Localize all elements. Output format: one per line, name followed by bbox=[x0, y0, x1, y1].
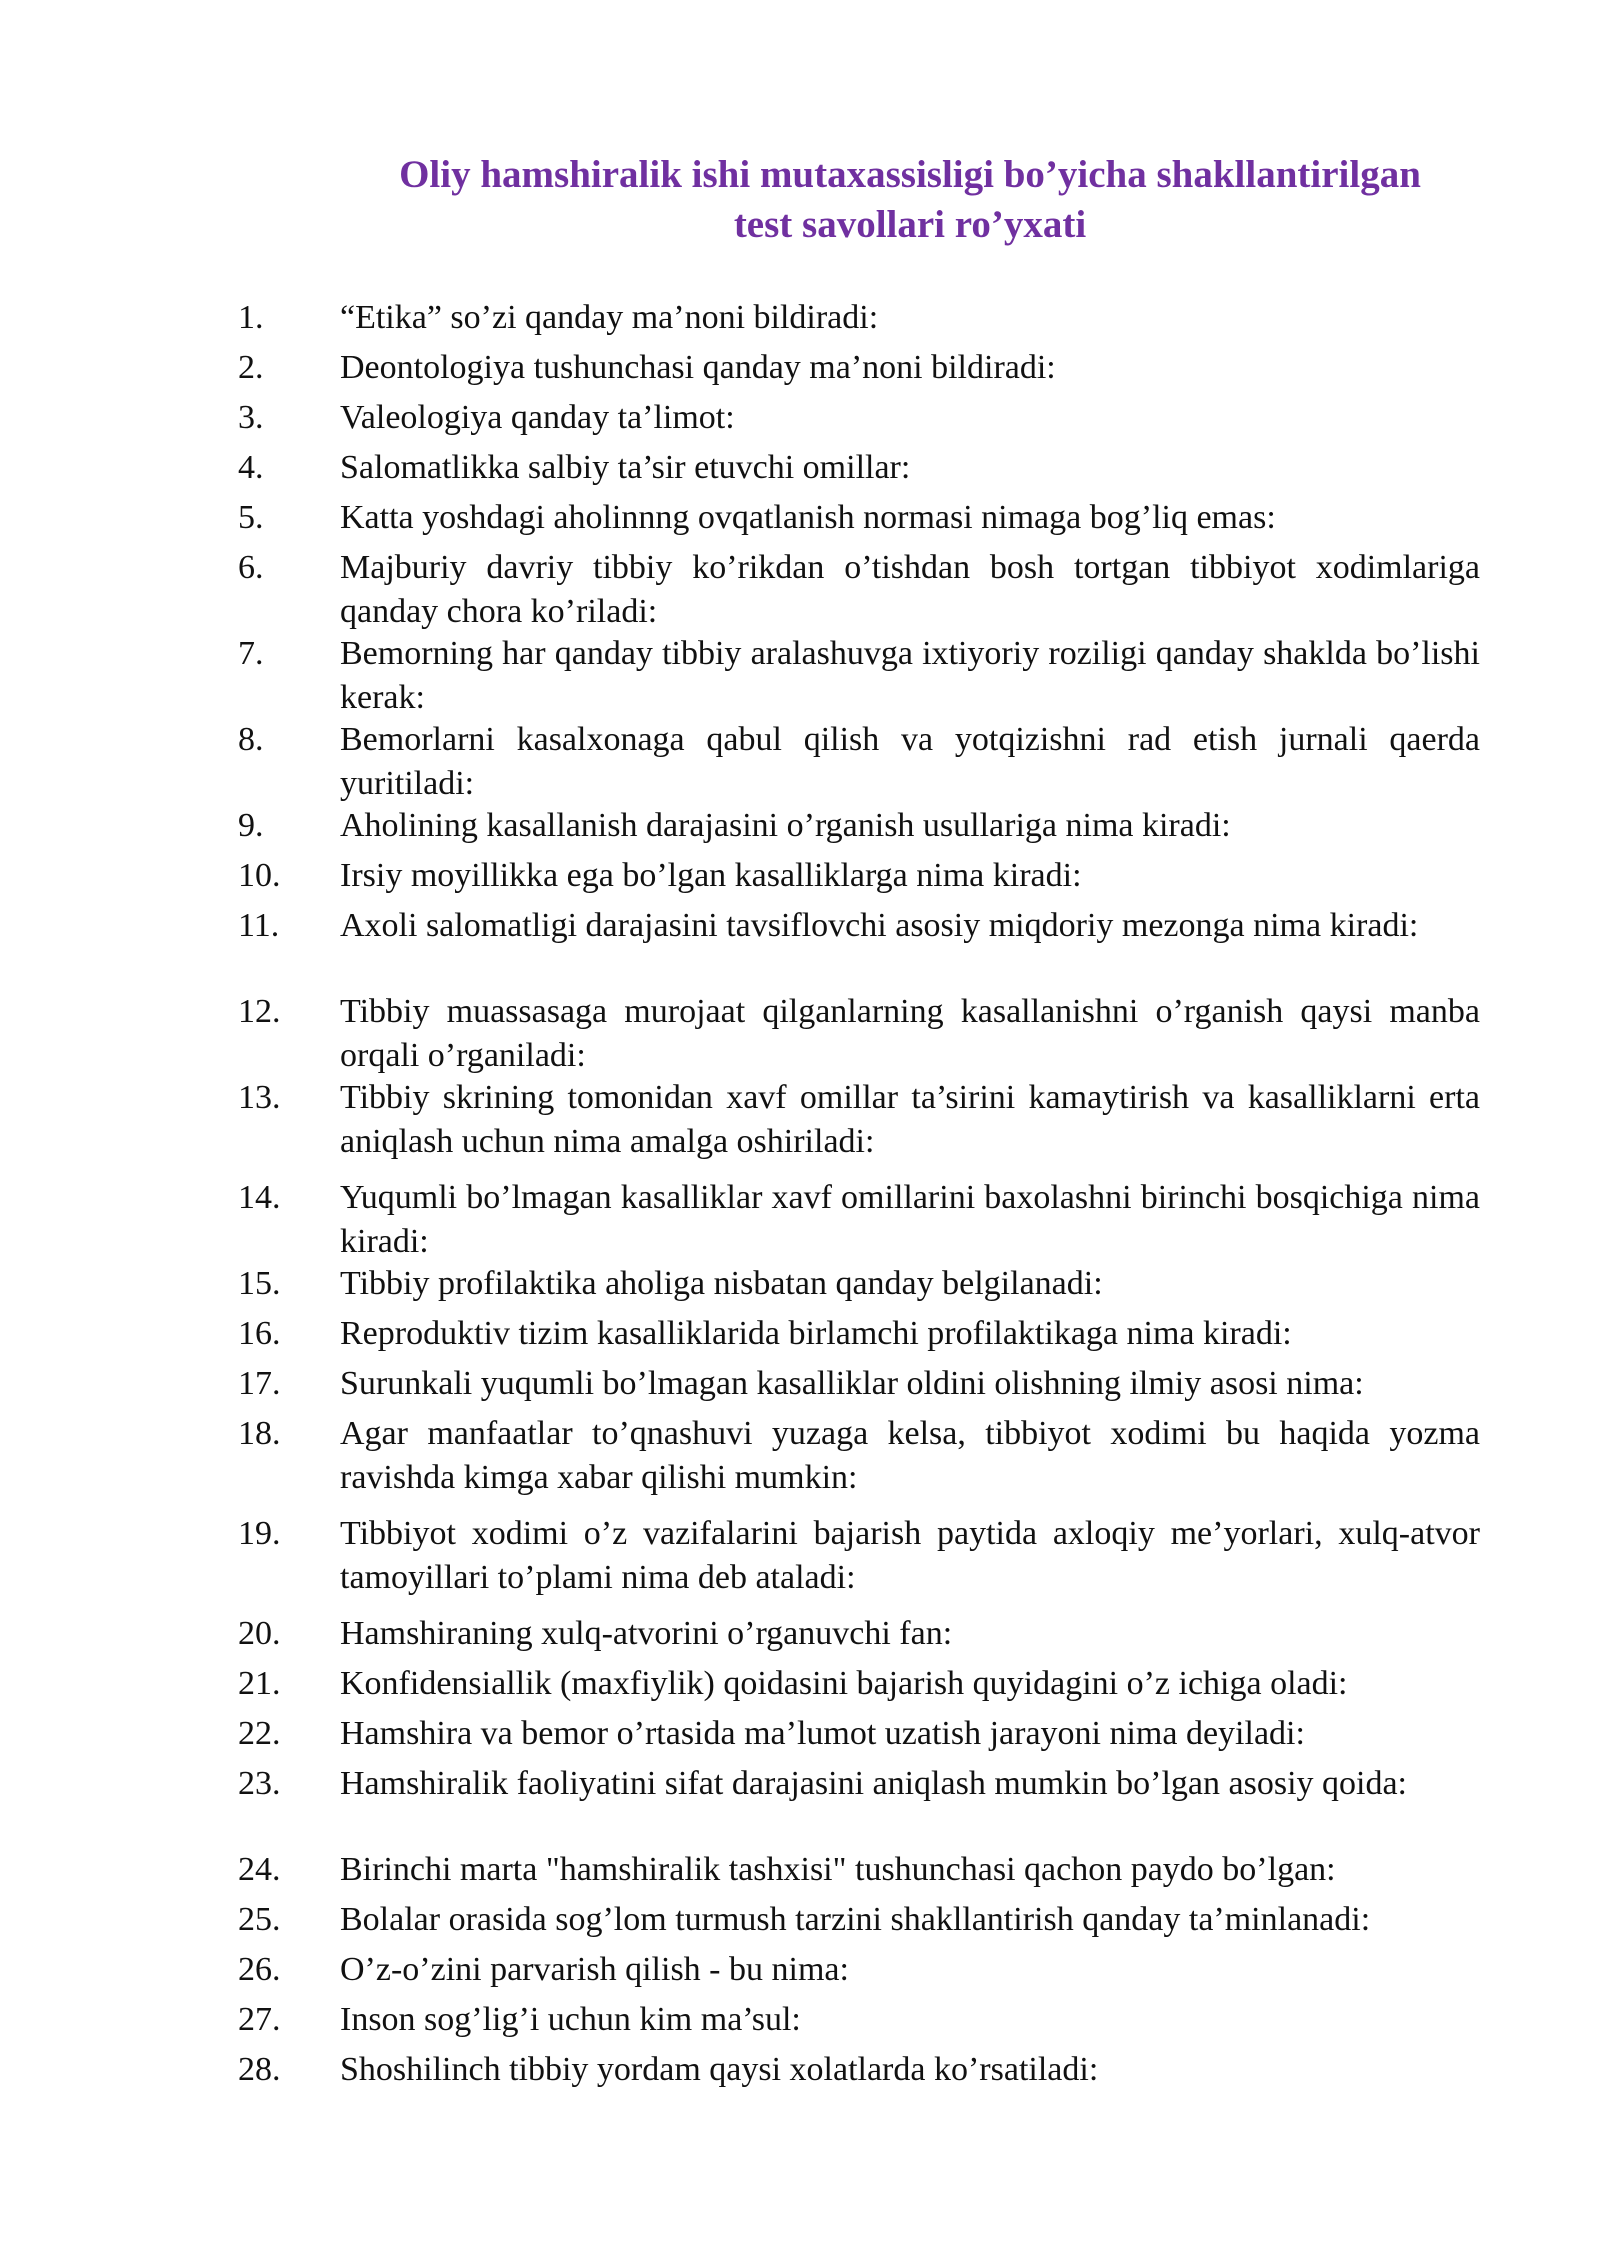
question-text: Reproduktiv tizim kasalliklarida birlamchi profilaktikaga nima kiradi: bbox=[340, 1315, 1292, 1352]
question-number: 10. bbox=[238, 857, 281, 894]
question-text: Axoli salomatligi darajasini tavsiflovchi asosiy miqdoriy mezonga nima kiradi: bbox=[340, 907, 1419, 944]
question-number: 8. bbox=[238, 721, 264, 758]
question-text: Deontologiya tushunchasi qanday ma’noni bildiradi: bbox=[340, 349, 1056, 386]
question-text: Agar manfaatlar to’qnashuvi yuzaga kelsa, tibbiyot xodimi bu haqida yozma ravishda kimga xabar qilishi mumkin: bbox=[340, 1415, 1480, 1496]
question-text: Salomatlikka salbiy ta’sir etuvchi omillar: bbox=[340, 449, 911, 486]
question-number: 11. bbox=[238, 907, 280, 944]
question-text: Irsiy moyillikka ega bo’lgan kasalliklarga nima kiradi: bbox=[340, 857, 1082, 894]
question-text: Bemorlarni kasalxonaga qabul qilish va yotqizishni rad etish jurnali qaerda yuritiladi: bbox=[340, 721, 1480, 802]
question-text: Konfidensiallik (maxfiylik) qoidasini bajarish quyidagini o’z ichiga oladi: bbox=[340, 1665, 1348, 1702]
question-text: Tibbiy skrining tomonidan xavf omillar ta’sirini kamaytirish va kasalliklarni erta aniqlash uchun nima amalga oshiriladi: bbox=[340, 1079, 1480, 1160]
question-number: 23. bbox=[238, 1765, 281, 1802]
question-number: 27. bbox=[238, 2001, 281, 2038]
question-number: 7. bbox=[238, 635, 264, 672]
question-number: 9. bbox=[238, 807, 264, 844]
question-number: 28. bbox=[238, 2051, 281, 2088]
question-text: Birinchi marta "hamshiralik tashxisi" tushunchasi qachon paydo bo’lgan: bbox=[340, 1851, 1336, 1888]
question-text: Surunkali yuqumli bo’lmagan kasalliklar oldini olishning ilmiy asosi nima: bbox=[340, 1365, 1364, 1402]
question-number: 12. bbox=[238, 993, 281, 1030]
page-title-line-1: Oliy hamshiralik ishi mutaxassisligi bo’yicha shakllantirilgan bbox=[399, 153, 1421, 196]
question-number: 17. bbox=[238, 1365, 281, 1402]
question-number: 20. bbox=[238, 1615, 281, 1652]
question-number: 26. bbox=[238, 1951, 281, 1988]
question-text: Katta yoshdagi aholinnng ovqatlanish normasi nimaga bog’liq emas: bbox=[340, 499, 1276, 536]
question-text: Bolalar orasida sog’lom turmush tarzini shakllantirish qanday ta’minlanadi: bbox=[340, 1901, 1371, 1938]
question-text: Valeologiya qanday ta’limot: bbox=[340, 399, 735, 436]
question-text: Tibbiyot xodimi o’z vazifalarini bajarish paytida axloqiy me’yorlari, xulq-atvor tamoyillari to’plami nima deb ataladi: bbox=[340, 1515, 1480, 1596]
question-number: 5. bbox=[238, 499, 264, 536]
question-text: O’z-o’zini parvarish qilish - bu nima: bbox=[340, 1951, 849, 1988]
question-number: 19. bbox=[238, 1515, 281, 1552]
question-text: Tibbiy muassasaga murojaat qilganlarning kasallanishni o’rganish qaysi manba orqali o’rganiladi: bbox=[340, 993, 1480, 1074]
question-number: 24. bbox=[238, 1851, 281, 1888]
question-text: Hamshiralik faoliyatini sifat darajasini aniqlash mumkin bo’lgan asosiy qoida: bbox=[340, 1765, 1407, 1802]
question-number: 15. bbox=[238, 1265, 281, 1302]
question-text: Shoshilinch tibbiy yordam qaysi xolatlarda ko’rsatiladi: bbox=[340, 2051, 1099, 2088]
page-title bbox=[330, 150, 1490, 250]
question-text: Tibbiy profilaktika aholiga nisbatan qanday belgilanadi: bbox=[340, 1265, 1103, 1302]
question-text: Yuqumli bo’lmagan kasalliklar xavf omillarini baxolashni birinchi bosqichiga nima kiradi: bbox=[340, 1179, 1480, 1260]
question-number: 1. bbox=[238, 299, 264, 336]
page-title-line-2: test savollari ro’yxati bbox=[733, 203, 1087, 246]
question-number: 13. bbox=[238, 1079, 281, 1116]
question-number: 22. bbox=[238, 1715, 281, 1752]
question-text: Hamshira va bemor o’rtasida ma’lumot uzatish jarayoni nima deyiladi: bbox=[340, 1715, 1305, 1752]
question-text: Aholining kasallanish darajasini o’rganish usullariga nima kiradi: bbox=[340, 807, 1231, 844]
question-number: 18. bbox=[238, 1415, 281, 1452]
question-text: “Etika” so’zi qanday ma’noni bildiradi: bbox=[340, 299, 879, 336]
question-number: 16. bbox=[238, 1315, 281, 1352]
question-number: 3. bbox=[238, 399, 264, 436]
question-number: 2. bbox=[238, 349, 264, 386]
question-number: 25. bbox=[238, 1901, 281, 1938]
question-text: Inson sog’lig’i uchun kim ma’sul: bbox=[340, 2001, 801, 2038]
question-number: 21. bbox=[238, 1665, 281, 1702]
question-number: 4. bbox=[238, 449, 264, 486]
question-text: Majburiy davriy tibbiy ko’rikdan o’tishdan bosh tortgan tibbiyot xodimlariga qanday chora ko’riladi: bbox=[340, 549, 1480, 630]
question-number: 14. bbox=[238, 1179, 281, 1216]
question-text: Bemorning har qanday tibbiy aralashuvga ixtiyoriy roziligi qanday shaklda bo’lishi kerak: bbox=[340, 635, 1480, 716]
question-number: 6. bbox=[238, 549, 264, 586]
question-text: Hamshiraning xulq-atvorini o’rganuvchi fan: bbox=[340, 1615, 953, 1652]
